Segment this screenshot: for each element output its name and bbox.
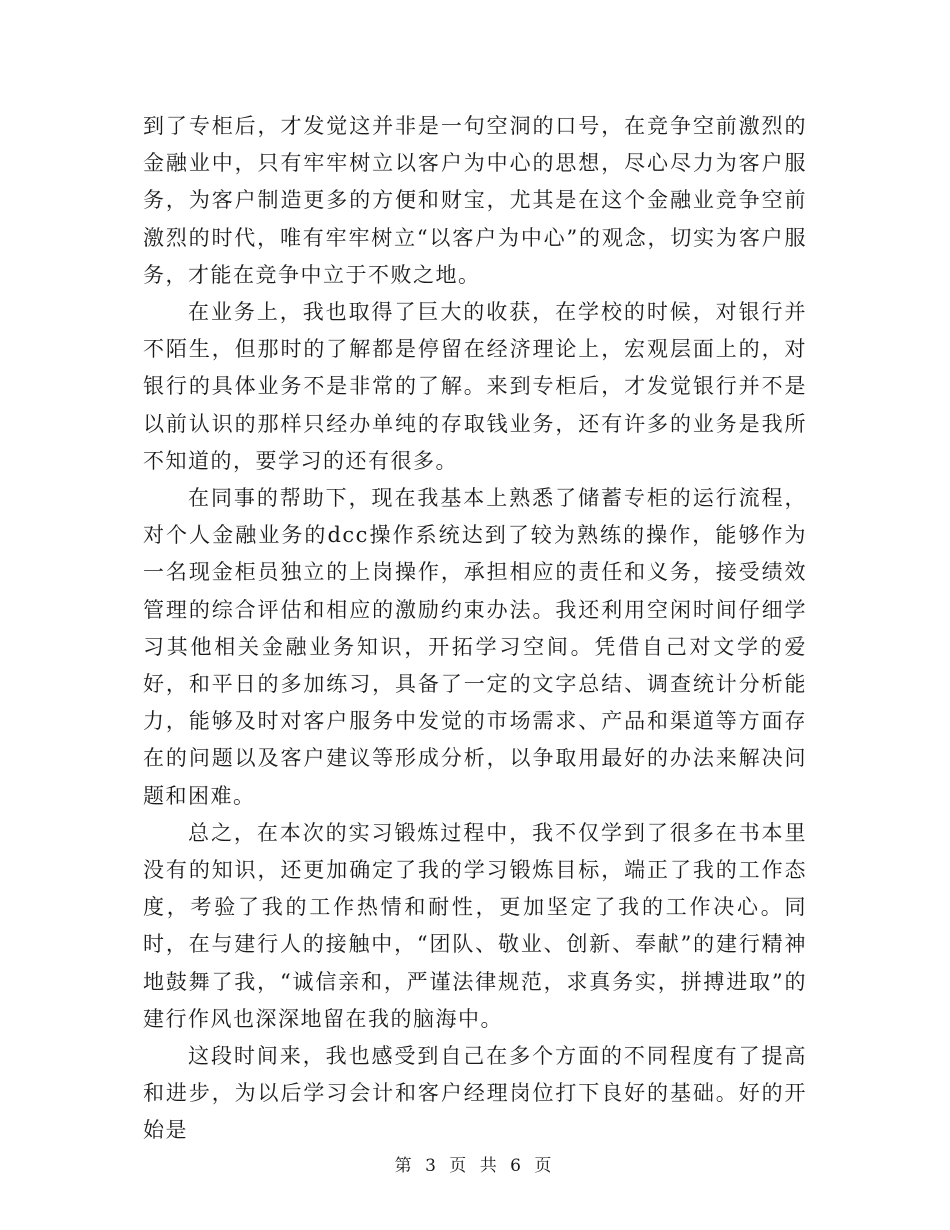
paragraph-3: 在同事的帮助下，现在我基本上熟悉了储蓄专柜的运行流程，对个人金融业务的dcc操作系统达到了较为熟练的操作，能够作为一名现金柜员独立的上岗操作，承担相应的责任和义务，接受绩效管理的综合评估和相应的激励约束办法。我还利用空闲时间仔细学习其他相关金融业务知识，开拓学习空间。凭借自己对文学的爱好，和平日的多加练习，具备了一定的文字总结、调查统计分析能力，能够及时对客户服务中发觉的市场需求、产品和渠道等方面存在的问题以及客户建议等形成分析，以争取用最好的办法来解决问题和困难。	[143, 486, 807, 808]
document-body	[143, 108, 807, 1150]
paragraph-1: 到了专柜后，才发觉这并非是一句空洞的口号，在竞争空前激烈的金融业中，只有牢牢树立以客户为中心的思想，尽心尽力为客户服务，为客户制造更多的方便和财宝，尤其是在这个金融业竞争空前激烈的时代，唯有牢牢树立“以客户为中心”的观念，切实为客户服务，才能在竞争中立于不败之地。	[143, 114, 807, 287]
page-number-footer: 第 3 页 共 6 页	[394, 1156, 556, 1176]
paragraph-4: 总之，在本次的实习锻炼过程中，我不仅学到了很多在书本里没有的知识，还更加确定了我的学习锻炼目标，端正了我的工作态度，考验了我的工作热情和耐性，更加坚定了我的工作决心。同时，在与建行人的接触中，“团队、敬业、创新、奉献”的建行精神地鼓舞了我，“诚信亲和，严谨法律规范，求真务实，拼搏进取”的建行作风也深深地留在我的脑海中。	[143, 820, 807, 1031]
paragraph-2: 在业务上，我也取得了巨大的收获，在学校的时候，对银行并不陌生，但那时的了解都是停留在经济理论上，宏观层面上的，对银行的具体业务不是非常的了解。来到专柜后，才发觉银行并不是以前认识的那样只经办单纯的存取钱业务，还有许多的业务是我所不知道的，要学习的还有很多。	[143, 300, 807, 473]
paragraph-5: 这段时间来，我也感受到自己在多个方面的不同程度有了提高和进步，为以后学习会计和客户经理岗位打下良好的基础。好的开始是	[143, 1044, 807, 1143]
